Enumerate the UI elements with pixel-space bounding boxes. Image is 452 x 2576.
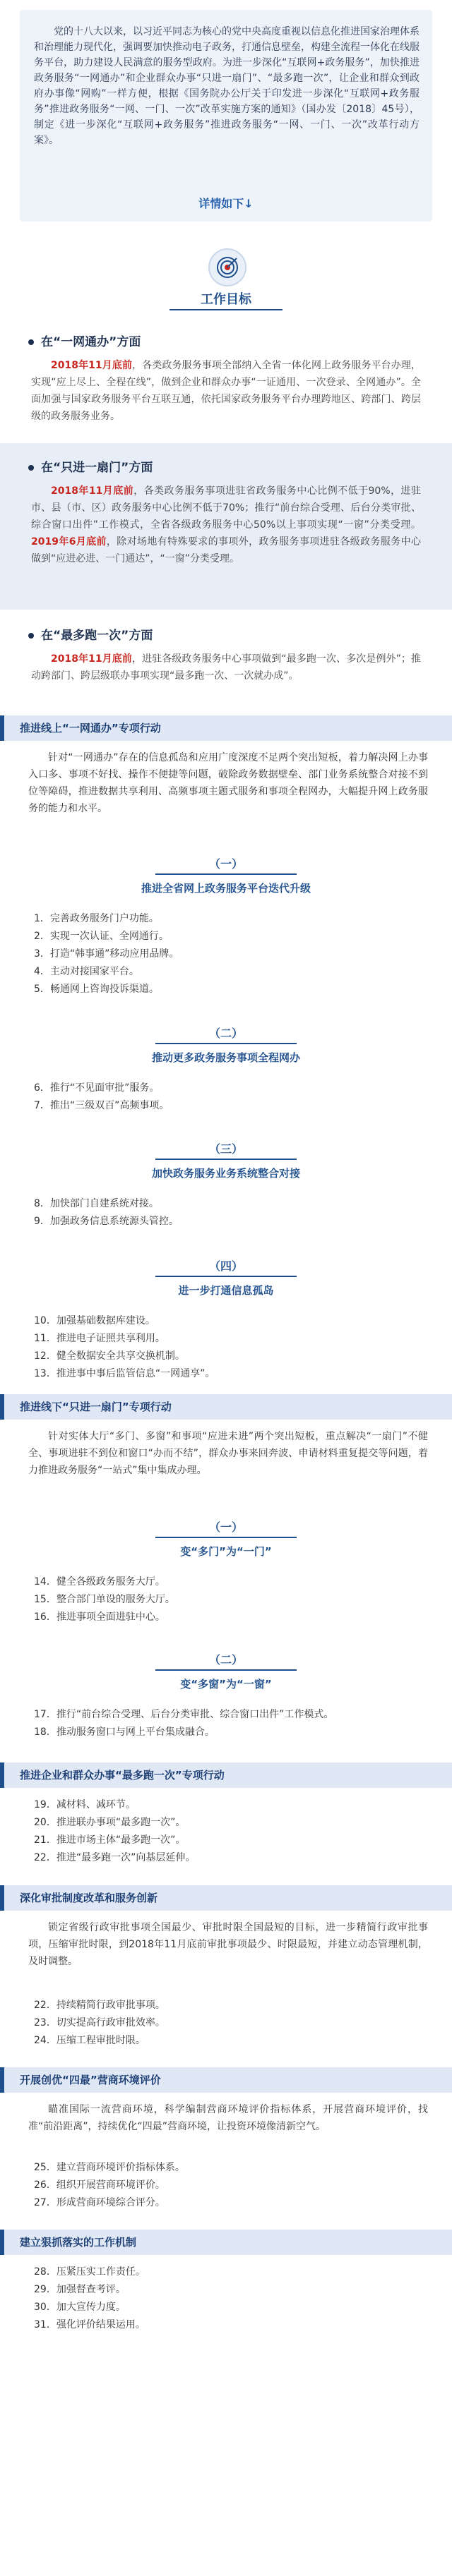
sub-list [34,1312,429,1383]
sub-number: （二） [208,1027,243,1040]
section-bar-edge [0,1885,4,1911]
bullet-icon [28,465,34,471]
list-item: 13．推进事中事后监管信息“一网通享”。 [34,1368,215,1379]
list-item: 8．加快部门自建系统对接。 [34,1198,159,1209]
goal-heading-text: 在“最多跑一次”方面 [41,629,153,643]
list-item: 28．压紧压实工作责任。 [34,2266,145,2278]
section-bar-edge [0,2067,4,2093]
goal-text: ，各类政务服务事项进驻省政务服务中心比例不低于90%，进驻市、县（市、区）政务服务中心比例不低于70%；推行“前台综合受理、后台分类审批、综合窗口出件”工作模式，全省各级政务服务中心50%以上事项实现“一窗”分类受理。 [31,485,421,531]
sub-list [34,1080,429,1115]
list-item: 15．整合部门单设的服务大厅。 [34,1594,175,1605]
section-title-business-env: 开展创优“四最”营商环境评价 [20,2074,161,2086]
section-bar-edge [0,715,4,741]
goal-date: 2018年11月底前 [51,360,133,371]
sub-title: 变“多门”为“一门” [180,1545,272,1558]
list-item: 17．推行“前台综合受理、后台分类审批、综合窗口出件”工作模式。 [34,1709,334,1720]
section-list-reform [34,1997,429,2050]
sub-divider [155,873,297,875]
section-list-business-env [34,2159,429,2212]
goal-heading-text: 在“一网通办”方面 [41,335,141,349]
section-intro-business-env: 瞄准国际一流营商环境，科学编制营商环境评价指标体系，开展营商环境评价，找准“前沿距离”，持续优化“四最”营商环境，让投资环境像清新空气。 [28,2104,428,2132]
goal-body-online [31,357,421,425]
list-item: 1．完善政务服务门户功能。 [34,913,159,924]
sub-list [34,1706,429,1741]
bullet-icon [28,633,34,639]
list-item: 14．健全各级政务服务大厅。 [34,1576,165,1588]
section-title-one-trip: 推进企业和群众办事“最多跑一次”专项行动 [20,1769,225,1782]
sub-divider [155,1043,297,1044]
section-bar-edge [0,2230,4,2255]
list-item: 25．建立营商环境评价指标体系。 [34,2162,185,2173]
list-item: 30．加大宣传力度。 [34,2302,126,2313]
sub-number: （二） [208,1653,243,1667]
goal-text: ，各类政务服务事项全部纳入全省一体化网上政务服务平台办理，实现“应上尽上、全程在线”，做到企业和群众办事“一证通用、一次登录、全网通办”。全面加强与国家政务服务平台互联互通，依托国家政务服务平台办理跨地区、跨部门、跨层级的政务服务业务。 [31,360,421,422]
goal-heading-one-door [28,457,424,475]
section-list-one-trip [34,1796,429,1867]
sub-divider [155,1159,297,1160]
list-item: 12．健全数据安全共享交换机制。 [34,1350,185,1362]
target-title-underline [170,309,282,310]
sub-number: （三） [208,1142,243,1156]
list-item: 19．减材料、减环节。 [34,1799,136,1810]
sub-title: 推动更多政务服务事项全程网办 [151,1051,300,1064]
section-title-mechanism: 建立狠抓落实的工作机制 [20,2236,137,2249]
detail-link[interactable]: 详情如下↓ [198,197,254,210]
list-item: 18．推动服务窗口与网上平台集成融合。 [34,1727,215,1738]
list-item: 21．推进市场主体“最多跑一次”。 [34,1834,186,1846]
sub-divider [155,1276,297,1277]
list-item: 10．加强基础数据库建设。 [34,1315,155,1326]
list-item: 6．推行“不见面审批”服务。 [34,1082,160,1094]
section-bar-edge [0,1394,4,1420]
sub-number: （一） [208,857,243,871]
list-item: 22．持续精简行政审批事项。 [34,2000,165,2011]
goal-text: ，进驻各级政务服务中心事项做到“最多跑一次、多次是例外”；推动跨部门、跨层级联办事项实现“最多跑一次、一次就办成”。 [31,653,421,682]
list-item: 29．加强督查考评。 [34,2284,126,2295]
sub-title: 加快政务服务业务系统整合对接 [151,1167,300,1180]
list-item: 26．组织开展营商环境评价。 [34,2179,165,2191]
goal-text-2: ，除对场地有特殊要求的事项外，政务服务事项进驻各级政务服务中心做到“应进必进、一门通达”，“一窗”分类受理。 [31,536,421,564]
goal-heading-online [28,332,424,349]
sub-divider [155,1537,297,1538]
goal-heading-one-trip [28,625,424,643]
list-item: 24．压缩工程审批时限。 [34,2035,145,2046]
sub-title: 变“多窗”为“一窗” [180,1678,272,1691]
section-intro-one-door: 针对实体大厅“多门、多窗”和事项“应进未进”两个突出短板，重点解决“一扇门”不健全、事项进驻不到位和窗口“办而不结”，群众办事来回奔波、申请材料重复提交等问题，着力推进政务服务“一站式”集中集成办理。 [28,1431,428,1476]
goal-date: 2018年11月底前 [51,653,132,665]
goal-date-2: 2019年6月底前 [31,536,107,548]
sub-list [34,910,429,998]
section-bar-edge [0,1762,4,1788]
goal-date: 2018年11月底前 [51,485,134,497]
section-title-online: 推进线上“一网通办”专项行动 [20,722,161,734]
section-intro-reform: 锁定省级行政审批事项全国最少、审批时限全国最短的目标，进一步精简行政审批事项，压缩审批时限，到2018年11月底前审批事项最少、时限最短，并建立动态管理机制，及时调整。 [28,1922,428,1967]
list-item: 22．推进“最多跑一次”向基层延伸。 [34,1852,196,1863]
sub-number: （一） [208,1520,243,1534]
section-title-one-door: 推进线下“只进一扇门”专项行动 [20,1401,172,1413]
sub-divider [155,1669,297,1671]
list-item: 4．主动对接国家平台。 [34,966,139,977]
sub-list [34,1573,429,1626]
list-item: 5．畅通网上咨询投诉渠道。 [34,984,159,995]
section-list-mechanism [34,2263,429,2334]
list-item: 3．打造“韩事通”移动应用品牌。 [34,948,179,960]
target-title: 工作目标 [201,292,251,307]
list-item: 2．实现一次认证、全网通行。 [34,931,169,942]
list-item: 31．强化评价结果运用。 [34,2319,145,2330]
sub-list [34,1195,429,1230]
list-item: 11．推进电子证照共享利用。 [34,1333,165,1344]
goal-body-one-trip [31,651,421,684]
sub-number: （四） [208,1259,243,1273]
list-item: 7．推出“三级双百”高频事项。 [34,1100,170,1111]
bullet-icon [28,339,34,345]
goal-heading-text: 在“只进一扇门”方面 [41,461,153,475]
list-item: 16．推进事项全面进驻中心。 [34,1611,165,1623]
list-item: 9．加强政务信息系统源头管控。 [34,1216,179,1227]
sub-title: 推进全省网上政务服务平台迭代升级 [141,882,311,895]
list-item: 23．切实提高行政审批效率。 [34,2017,165,2028]
list-item: 20．推进联办事项“最多跑一次”。 [34,1817,186,1828]
list-item: 27．形成营商环境综合评分。 [34,2197,165,2208]
sub-title: 进一步打通信息孤岛 [178,1284,274,1297]
section-intro-online: 针对“一网通办”存在的信息孤岛和应用广度深度不足两个突出短板，着力解决网上办事入口多、事项不好找、操作不便捷等问题，破除政务数据壁垒、部门业务系统整合对接不到位等障碍，推进数据共享利用、高频事项主题式服务和事项全程网办，大幅提升网上政务服务的能力和水平。 [28,752,428,814]
goal-body-one-door [31,483,421,567]
section-title-reform: 深化审批制度改革和服务创新 [20,1892,158,1904]
target-icon [208,248,246,286]
intro-paragraph: 党的十八大以来，以习近平同志为核心的党中央高度重视以信息化推进国家治理体系和治理能力现代化，强调要加快推动电子政务，打通信息壁垒，构建全流程一体化在线服务平台，助力建设人民满意的服务型政府。为进一步深化“互联网+政务服务”，加快推进政务服务“一网通办”和企业群众办事“只进一扇门”、“最多跑一次”，让企业和群众到政府办事像“网购”一样方便，根据《国务院办公厅关于印发进一步深化“互联网+政务服务”推进政务服务“一网、一门、一次”改革实施方案的通知》（国办发〔2018〕45号），制定《进一步深化“互联网+政务服务”推进政务服务“一网、一门、一次”改革行动方案》。 [34,26,420,146]
